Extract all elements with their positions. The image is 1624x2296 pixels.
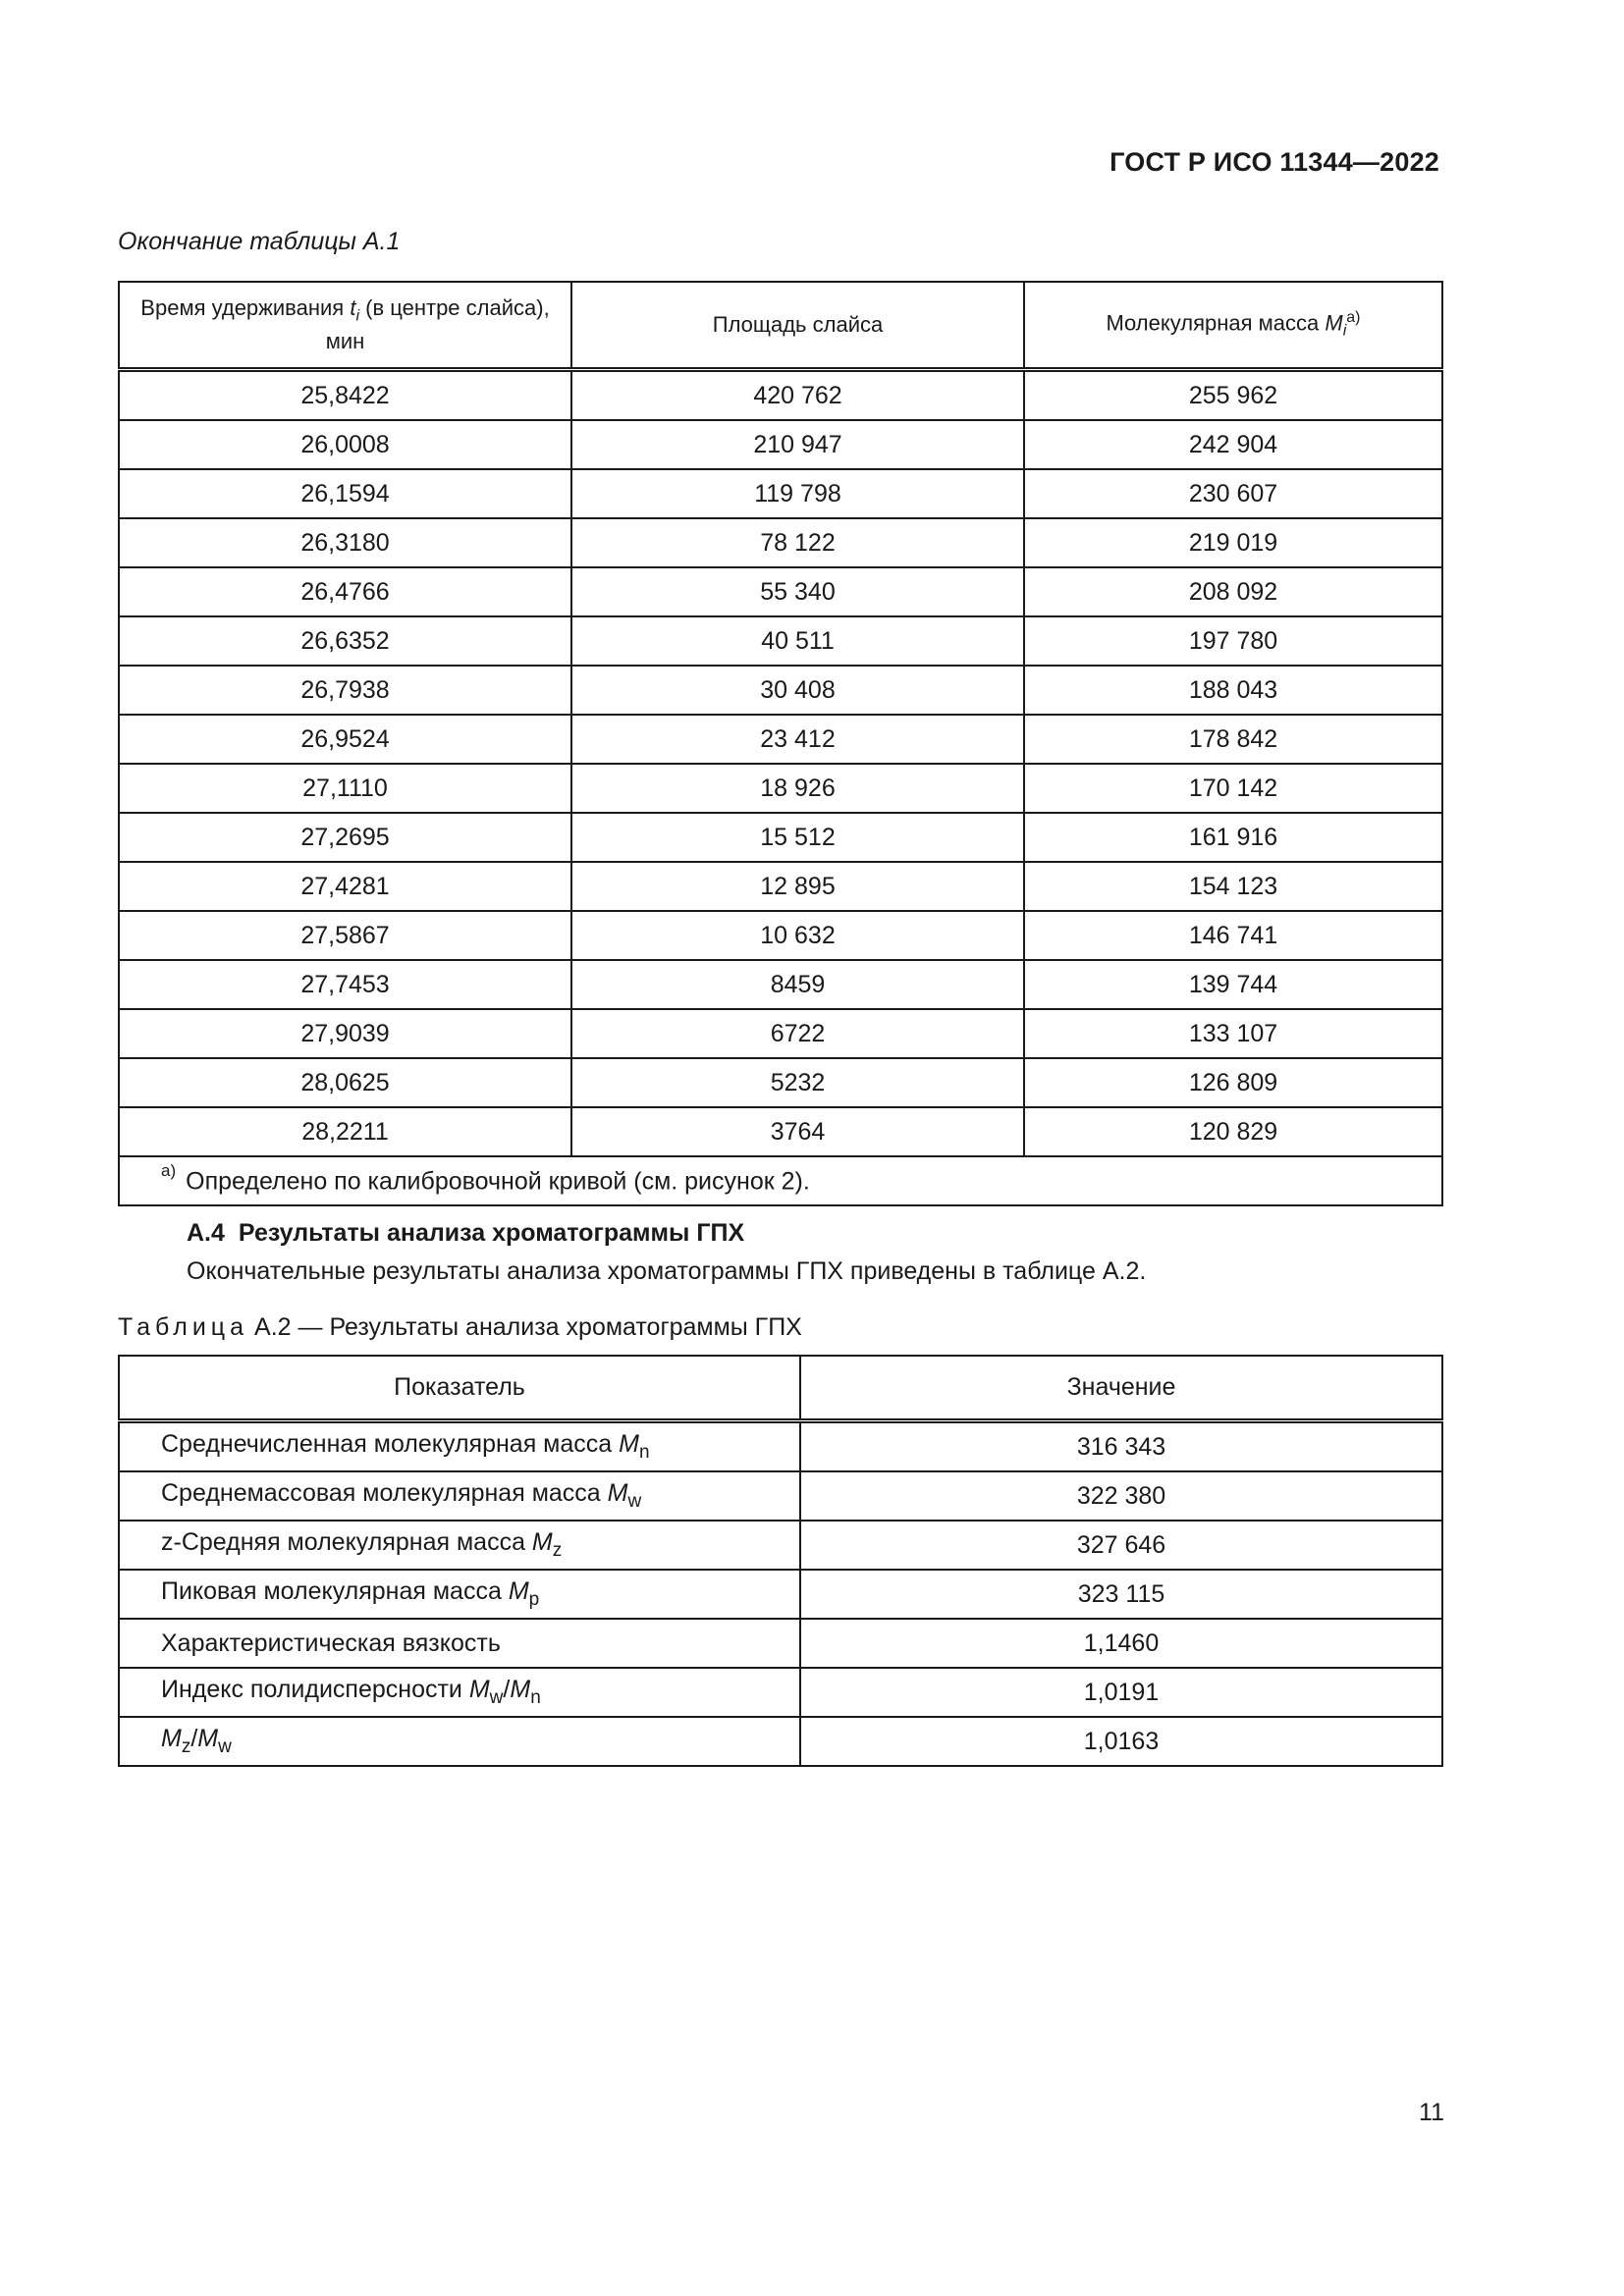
table-row — [119, 862, 1442, 911]
retention-time-cell: 28,0625 — [119, 1058, 571, 1107]
value-cell: 1,0163 — [800, 1717, 1442, 1766]
molecular-mass-cell: 242 904 — [1024, 420, 1442, 469]
retention-time-cell: 27,9039 — [119, 1009, 571, 1058]
retention-time-cell: 27,1110 — [119, 764, 571, 813]
slice-area-cell: 8459 — [571, 960, 1024, 1009]
table1-header-row — [119, 282, 1442, 370]
slice-area-cell: 78 122 — [571, 518, 1024, 567]
table1-header-retention-time: Время удерживания $t_i$ (в центре слайса), мин — [119, 282, 571, 370]
table-row — [119, 1058, 1442, 1107]
standard-code: ГОСТ Р ИСО 11344—2022 — [1110, 147, 1439, 177]
table2-body — [119, 1421, 1442, 1767]
table-row — [119, 911, 1442, 960]
slice-area-cell: 119 798 — [571, 469, 1024, 518]
value-cell: 316 343 — [800, 1421, 1442, 1472]
value-cell: 323 115 — [800, 1570, 1442, 1619]
table-row — [119, 469, 1442, 518]
table-row — [119, 764, 1442, 813]
slice-area-cell: 6722 — [571, 1009, 1024, 1058]
molecular-mass-cell: 154 123 — [1024, 862, 1442, 911]
table1-footnote-row — [119, 1156, 1442, 1205]
retention-time-cell: 26,9524 — [119, 715, 571, 764]
slice-area-cell: 12 895 — [571, 862, 1024, 911]
retention-time-cell: 26,0008 — [119, 420, 571, 469]
indicator-cell: Индекс полидисперсности $M_w/M_n$ — [119, 1668, 800, 1717]
table-row — [119, 1668, 1442, 1717]
table1-header-slice-area: Площадь слайса — [571, 282, 1024, 370]
table2-caption: Таблица А.2 — Результаты анализа хроматограммы ГПХ — [118, 1313, 802, 1341]
indicator-cell: $M_z/M_w$ — [119, 1717, 800, 1766]
table1-header-molecular-mass: Молекулярная масса $M_i^{a)}$ — [1024, 282, 1442, 370]
slice-area-cell: 15 512 — [571, 813, 1024, 862]
table-row — [119, 1619, 1442, 1668]
molecular-mass-cell: 120 829 — [1024, 1107, 1442, 1156]
slice-area-cell: 10 632 — [571, 911, 1024, 960]
value-cell: 327 646 — [800, 1521, 1442, 1570]
slice-area-cell: 40 511 — [571, 616, 1024, 666]
retention-time-cell: 27,5867 — [119, 911, 571, 960]
table-row — [119, 1570, 1442, 1619]
table2-header-value: Значение — [800, 1356, 1442, 1421]
value-cell: 1,0191 — [800, 1668, 1442, 1717]
section-paragraph: Окончательные результаты анализа хроматограммы ГПХ приведены в таблице А.2. — [187, 1257, 1147, 1285]
molecular-mass-cell: 230 607 — [1024, 469, 1442, 518]
slice-area-cell: 5232 — [571, 1058, 1024, 1107]
table1-caption: Окончание таблицы А.1 — [118, 228, 401, 255]
table-row — [119, 715, 1442, 764]
retention-time-cell: 27,4281 — [119, 862, 571, 911]
table-row — [119, 1471, 1442, 1521]
molecular-mass-cell: 197 780 — [1024, 616, 1442, 666]
molecular-mass-cell: 255 962 — [1024, 370, 1442, 421]
molecular-mass-cell: 139 744 — [1024, 960, 1442, 1009]
table-row — [119, 616, 1442, 666]
table1-body — [119, 370, 1442, 1157]
value-cell: 1,1460 — [800, 1619, 1442, 1668]
table2-header-row — [119, 1356, 1442, 1421]
section-heading: А.4 Результаты анализа хроматограммы ГПХ — [187, 1219, 745, 1247]
retention-time-cell: 27,2695 — [119, 813, 571, 862]
molecular-mass-cell: 133 107 — [1024, 1009, 1442, 1058]
retention-time-cell: 26,1594 — [119, 469, 571, 518]
table-row — [119, 1107, 1442, 1156]
retention-time-cell: 26,3180 — [119, 518, 571, 567]
molecular-mass-cell: 219 019 — [1024, 518, 1442, 567]
slice-area-cell: 3764 — [571, 1107, 1024, 1156]
molecular-mass-cell: 126 809 — [1024, 1058, 1442, 1107]
indicator-cell: Характеристическая вязкость — [119, 1619, 800, 1668]
slice-area-cell: 55 340 — [571, 567, 1024, 616]
table-row — [119, 1521, 1442, 1570]
table-row — [119, 666, 1442, 715]
table1 — [118, 281, 1443, 1206]
slice-area-cell: 420 762 — [571, 370, 1024, 421]
slice-area-cell: 30 408 — [571, 666, 1024, 715]
table-row — [119, 1421, 1442, 1472]
retention-time-cell: 25,8422 — [119, 370, 571, 421]
page-number: 11 — [1419, 2099, 1444, 2126]
molecular-mass-cell: 208 092 — [1024, 567, 1442, 616]
value-cell: 322 380 — [800, 1471, 1442, 1521]
table-row — [119, 370, 1442, 421]
indicator-cell: Пиковая молекулярная масса $M_p$ — [119, 1570, 800, 1619]
molecular-mass-cell: 161 916 — [1024, 813, 1442, 862]
table-row — [119, 518, 1442, 567]
retention-time-cell: 26,6352 — [119, 616, 571, 666]
slice-area-cell: 23 412 — [571, 715, 1024, 764]
slice-area-cell: 210 947 — [571, 420, 1024, 469]
table1-footnote: $^{a)}$ Определено по калибровочной кривой (см. рисунок 2). — [119, 1156, 1442, 1205]
retention-time-cell: 28,2211 — [119, 1107, 571, 1156]
molecular-mass-cell: 170 142 — [1024, 764, 1442, 813]
molecular-mass-cell: 178 842 — [1024, 715, 1442, 764]
retention-time-cell: 27,7453 — [119, 960, 571, 1009]
table-row — [119, 1717, 1442, 1766]
table-row — [119, 960, 1442, 1009]
retention-time-cell: 26,7938 — [119, 666, 571, 715]
table2-header-indicator: Показатель — [119, 1356, 800, 1421]
table2 — [118, 1355, 1443, 1767]
table-row — [119, 1009, 1442, 1058]
indicator-cell: Среднемассовая молекулярная масса $M_w$ — [119, 1471, 800, 1521]
molecular-mass-cell: 146 741 — [1024, 911, 1442, 960]
table-row — [119, 567, 1442, 616]
indicator-cell: z-Средняя молекулярная масса $M_z$ — [119, 1521, 800, 1570]
indicator-cell: Среднечисленная молекулярная масса $M_n$ — [119, 1421, 800, 1472]
retention-time-cell: 26,4766 — [119, 567, 571, 616]
molecular-mass-cell: 188 043 — [1024, 666, 1442, 715]
slice-area-cell: 18 926 — [571, 764, 1024, 813]
table-row — [119, 813, 1442, 862]
table-row — [119, 420, 1442, 469]
